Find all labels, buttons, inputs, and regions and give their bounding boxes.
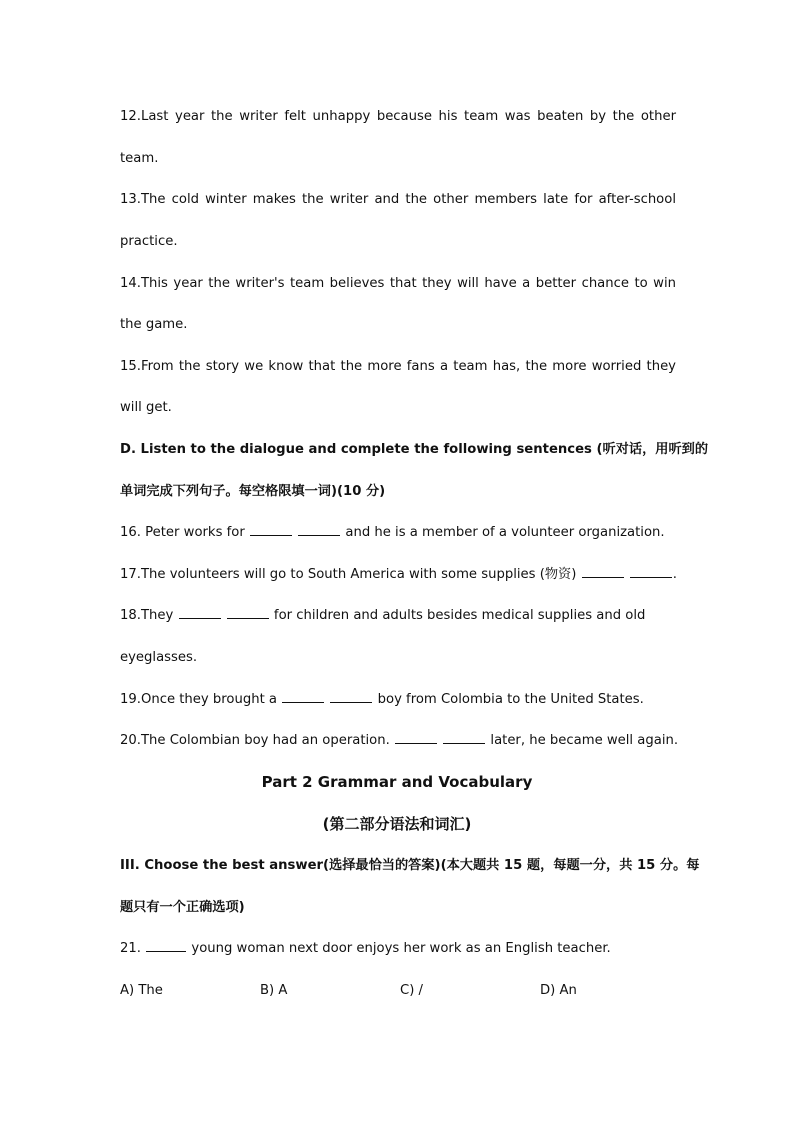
question-18-prefix: 18.They [120, 608, 174, 623]
option-a[interactable]: A) The [120, 983, 163, 998]
question-17-prefix: 17.The volunteers will go to South America with some supplies (物资) [120, 567, 577, 582]
option-b[interactable]: B) A [260, 983, 288, 998]
question-21-prefix: 21. [120, 941, 141, 956]
question-13-line-2: practice. [120, 234, 178, 249]
question-16-suffix: and he is a member of a volunteer organization. [345, 525, 665, 540]
question-17 [120, 566, 676, 584]
question-14-line-2: the game. [120, 317, 188, 332]
question-16-prefix: 16. Peter works for [120, 525, 245, 540]
question-18-suffix: for children and adults besides medical supplies and old [273, 608, 646, 623]
question-21 [120, 940, 676, 958]
blank-19-2[interactable] [330, 691, 372, 703]
question-21-suffix: young woman next door enjoys her work as an English teacher. [191, 941, 611, 956]
part-2-subtitle: (第二部分语法和词汇) [322, 815, 472, 833]
question-15-line-1: 15.From the story we know that the more fans a team has, the more worried they [120, 359, 676, 374]
question-20-suffix: later, he became well again. [490, 733, 679, 748]
blank-21[interactable] [146, 940, 186, 952]
question-18 [120, 607, 676, 625]
question-12-line-2: team. [120, 151, 159, 166]
question-14-line-1: 14.This year the writer's team believes that they will have a better chance to win [120, 276, 676, 291]
blank-19-1[interactable] [282, 691, 324, 703]
question-12-line-1: 12.Last year the writer felt unhappy because his team was beaten by the other [120, 109, 676, 124]
blank-17-1[interactable] [582, 566, 624, 578]
section-d-heading-line-2: 单词完成下列句子。每空格限填一词)(10 分) [120, 484, 386, 499]
question-19-prefix: 19.Once they brought a [120, 692, 278, 707]
question-18-line-2: eyeglasses. [120, 650, 198, 665]
part-2-title: Part 2 Grammar and Vocabulary [261, 773, 533, 791]
section-d-heading-line-1: D. Listen to the dialogue and complete the following sentences (听对话，用听到的 [120, 442, 709, 457]
blank-17-2[interactable] [630, 566, 672, 578]
section-iii-heading-line-1: III. Choose the best answer(选择最恰当的答案)(本大题共 15 题，每题一分，共 15 分。每 [120, 858, 700, 873]
blank-16-1[interactable] [250, 524, 292, 536]
question-16 [120, 524, 676, 542]
question-19-suffix: boy from Colombia to the United States. [377, 692, 644, 707]
blank-18-2[interactable] [227, 607, 269, 619]
option-c[interactable]: C) / [400, 983, 423, 998]
blank-20-1[interactable] [395, 732, 437, 744]
question-20-prefix: 20.The Colombian boy had an operation. [120, 733, 390, 748]
question-19 [120, 691, 676, 709]
blank-18-1[interactable] [179, 607, 221, 619]
blank-20-2[interactable] [443, 732, 485, 744]
question-15-line-2: will get. [120, 400, 172, 415]
question-17-suffix: . [672, 567, 677, 582]
blank-16-2[interactable] [298, 524, 340, 536]
question-13-line-1: 13.The cold winter makes the writer and the other members late for after-school [120, 192, 676, 207]
option-d[interactable]: D) An [540, 983, 577, 998]
question-20 [120, 732, 679, 750]
section-iii-heading-line-2: 题只有一个正确选项) [120, 900, 245, 915]
